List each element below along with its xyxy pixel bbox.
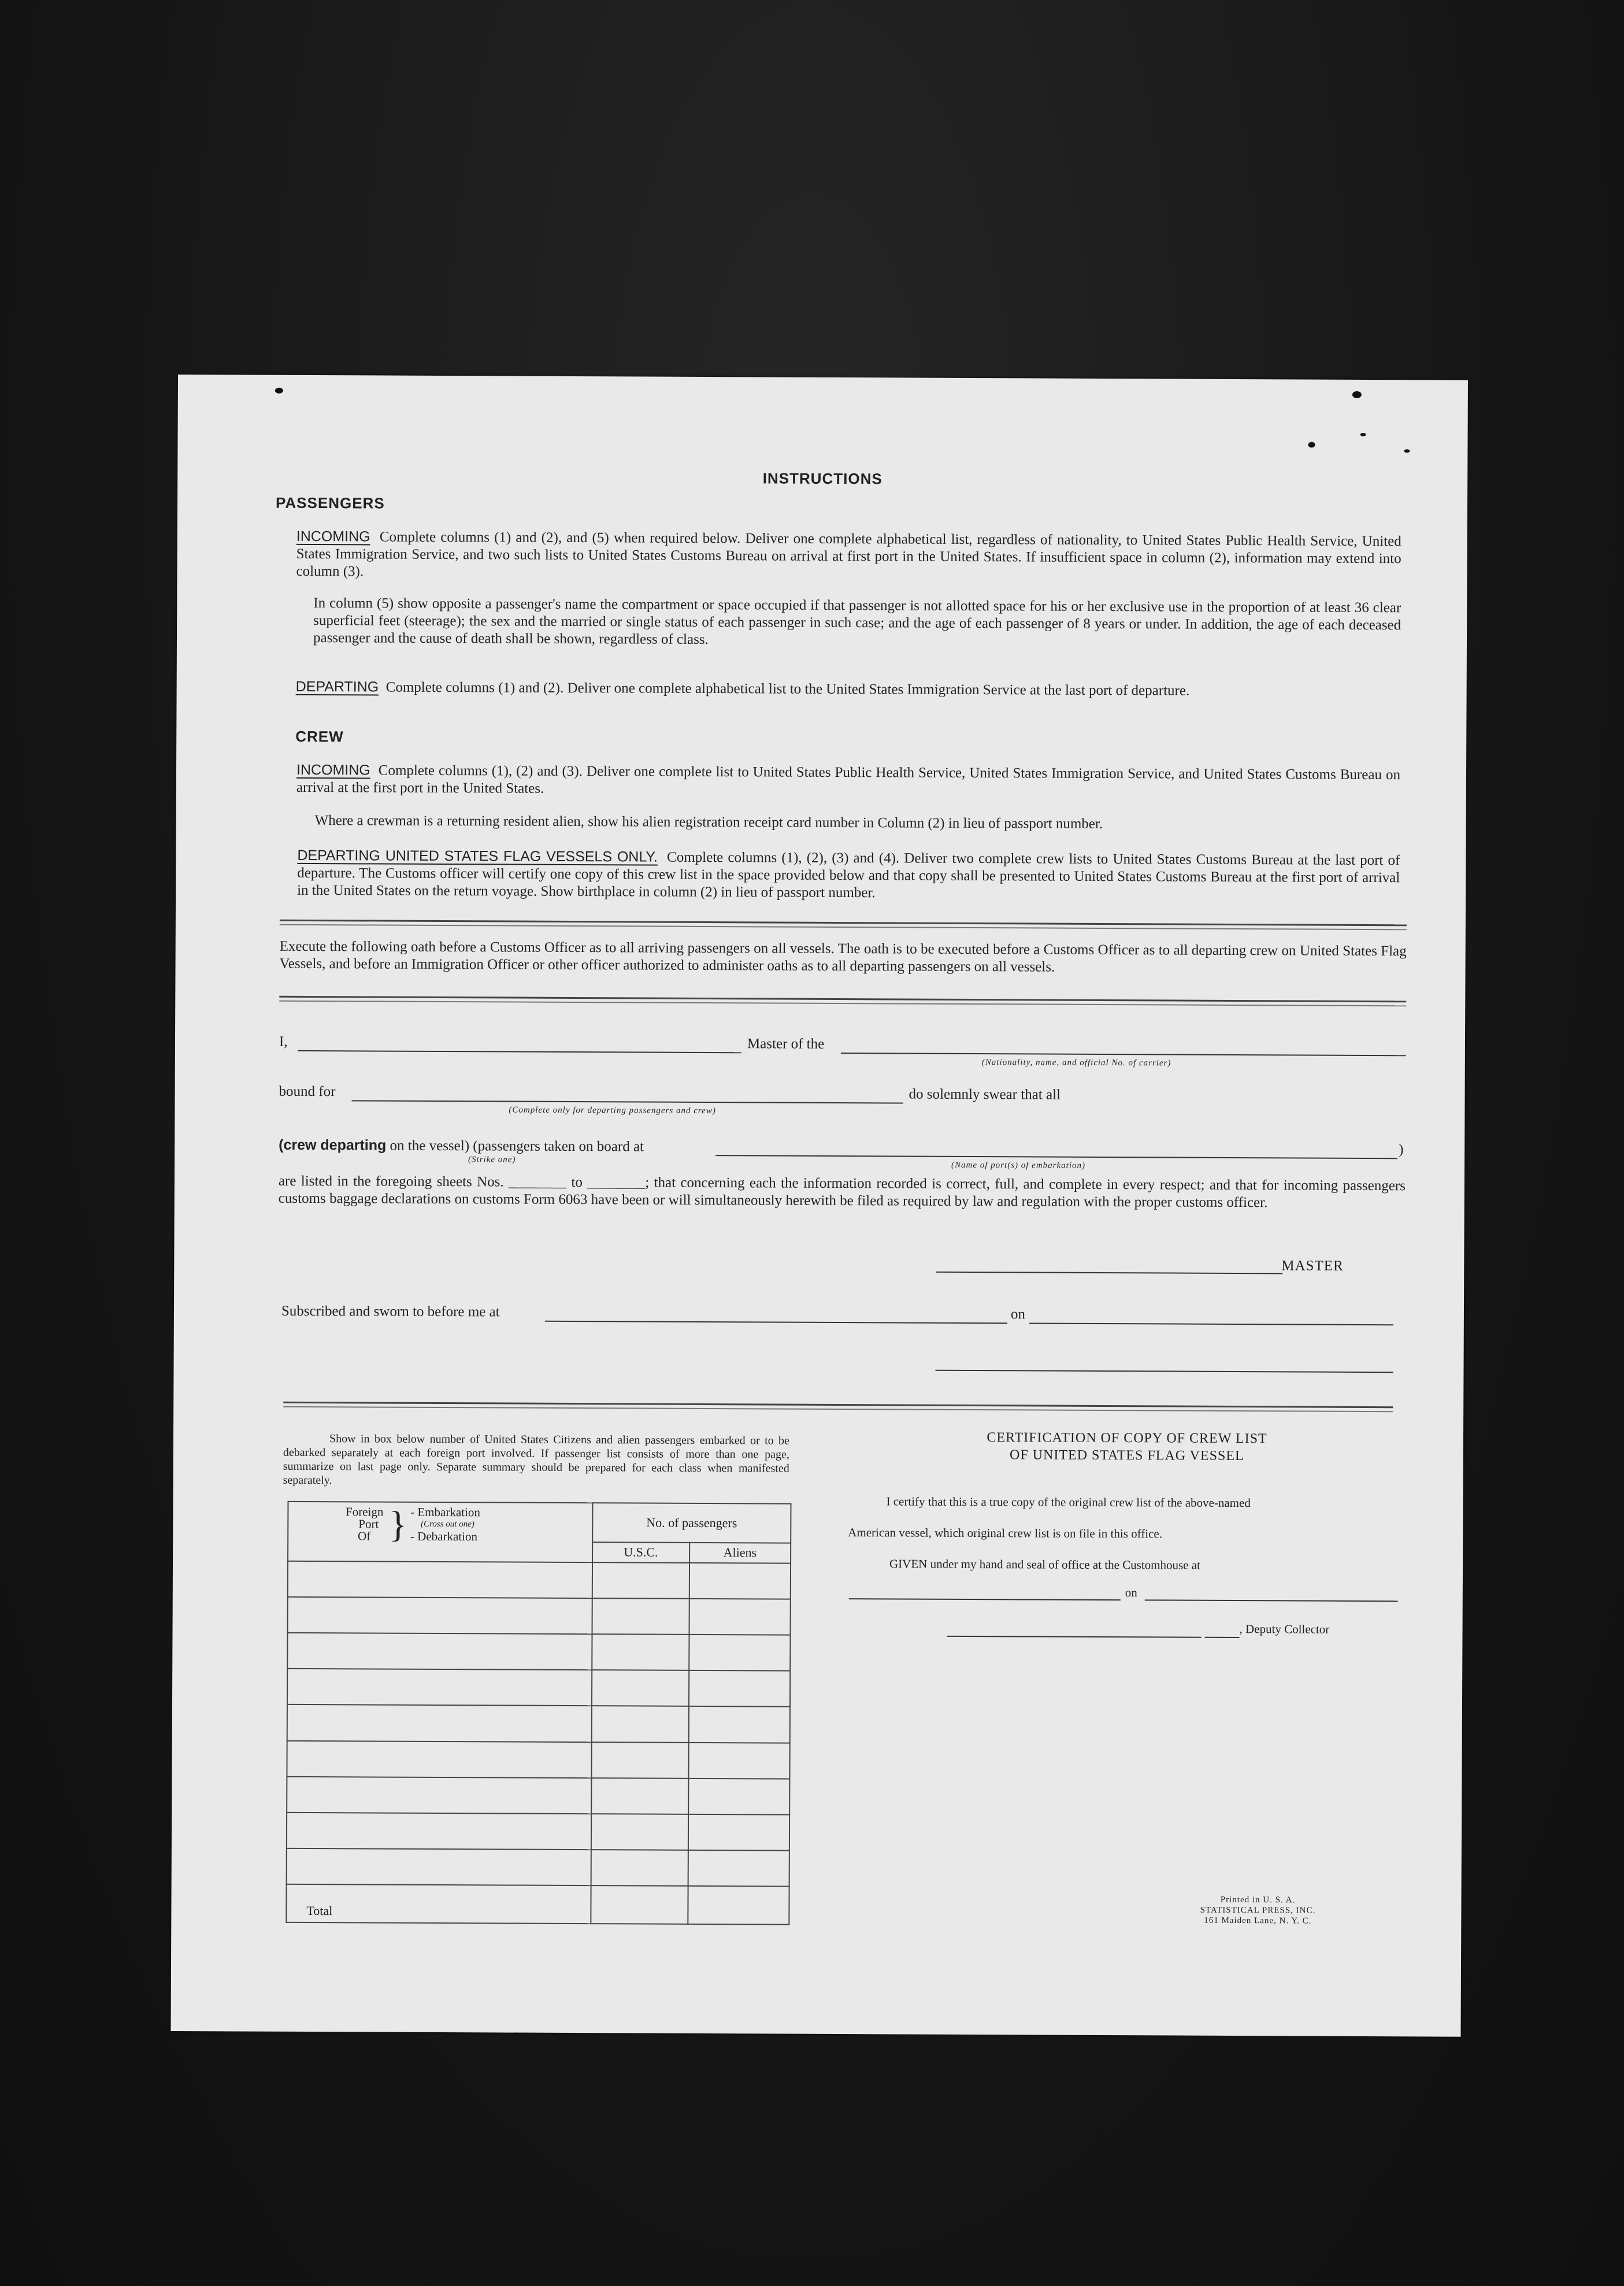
printer-line1: Printed in U. S. A.: [1220, 1895, 1296, 1905]
cert-date-field[interactable]: [1145, 1599, 1398, 1602]
passengers-departing-paragraph: [296, 678, 1401, 701]
port-cell[interactable]: [287, 1669, 592, 1706]
aliens-cell[interactable]: [688, 1670, 790, 1707]
passengers-incoming-paragraph: [296, 528, 1401, 585]
ink-speck: [1404, 449, 1410, 453]
cross-out-caption: (Cross out one): [421, 1519, 474, 1529]
on-label: on: [1010, 1306, 1025, 1322]
table-row: [287, 1813, 789, 1851]
port-cell[interactable]: [287, 1740, 591, 1778]
embarkation-option[interactable]: - Embarkation: [410, 1505, 480, 1520]
certification-title-line1: CERTIFICATION OF COPY OF CREW LIST: [987, 1430, 1267, 1447]
on-vessel-label: on the vessel): [390, 1138, 470, 1154]
passengers-taken-option[interactable]: (passengers taken on board at: [473, 1138, 644, 1155]
master-name-field[interactable]: [298, 1050, 741, 1053]
embarkation-port-field[interactable]: [715, 1155, 1397, 1159]
total-label: Total: [286, 1884, 591, 1924]
incoming-text: Complete columns (1) and (2), and (5) when required below. Deliver one complete alphabetical list, regardless of nationality, to United States Public Health Service, United States Immigration Service, and two such lists to United States Customs Bureau on arrival at first port in the United States. If insufficient space in column (2), information may extend into column (3).: [296, 529, 1401, 580]
bound-for-label: bound for: [279, 1083, 336, 1100]
certify-line1: I certify that this is a true copy of the original crew list of the above-named: [886, 1494, 1251, 1510]
aliens-cell[interactable]: [688, 1742, 790, 1779]
port-cell[interactable]: [287, 1848, 591, 1886]
printer-line2: STATISTICAL PRESS, INC.: [1200, 1905, 1316, 1916]
usc-total-cell[interactable]: [591, 1886, 688, 1924]
passengers-heading: PASSENGERS: [275, 494, 385, 512]
crew-departing-label: DEPARTING UNITED STATES FLAG VESSELS ONLY.: [297, 847, 658, 865]
form-page: [170, 375, 1467, 2037]
aliens-cell[interactable]: [688, 1706, 790, 1743]
usc-header: U.S.C.: [592, 1542, 689, 1563]
embarkation-caption: (Name of port(s) of embarkation): [951, 1160, 1086, 1170]
aliens-cell[interactable]: [688, 1779, 790, 1815]
aliens-cell[interactable]: [688, 1850, 789, 1887]
deputy-collector-label: , Deputy Collector: [1239, 1622, 1330, 1636]
instructions-title: INSTRUCTIONS: [762, 469, 883, 488]
table-row: [287, 1740, 789, 1779]
table-row: [288, 1597, 791, 1635]
listed-paragraph: are listed in the foregoing sheets Nos. ________ to ________; that concerning each the information recorded is correct, full, and complete in every respect; and that for incoming passengers customs baggage declarations on customs Form 6063 have been or will simultaneously herewith be filed as required by law and regulation with the proper customs officer.: [278, 1173, 1406, 1211]
table-row: [287, 1705, 790, 1743]
incoming-label: INCOMING: [296, 528, 370, 545]
usc-cell[interactable]: [591, 1814, 688, 1850]
aliens-cell[interactable]: [689, 1562, 791, 1599]
no-of-passengers-header: No. of passengers: [592, 1503, 791, 1543]
table-row: [287, 1633, 790, 1671]
aliens-cell[interactable]: [688, 1814, 789, 1851]
divider: [283, 1402, 1393, 1412]
crew-heading: CREW: [295, 727, 344, 746]
departing-label: DEPARTING: [295, 678, 379, 695]
bound-for-caption: (Complete only for departing passengers and crew): [509, 1105, 716, 1116]
crew-departing-text: Complete columns (1), (2), (3) and (4). Deliver two complete crew lists to United States Customs Bureau at the last port of departure. The Customs officer will certify one copy of this crew list in the space provided below and that copy shall be presented to United States Customs Bureau at the first port of arrival in the United States on the return voyage. Show birthplace in column (2) in lieu of passport number.: [297, 849, 1400, 901]
port-cell[interactable]: [287, 1633, 592, 1670]
port-cell[interactable]: [287, 1705, 592, 1742]
certify-line2: American vessel, which original crew list is on file in this office.: [848, 1525, 1163, 1541]
aliens-header: Aliens: [689, 1543, 791, 1563]
port-cell[interactable]: [288, 1561, 592, 1598]
usc-cell[interactable]: [591, 1742, 688, 1779]
certification-title-line2: OF UNITED STATES FLAG VESSEL: [1009, 1447, 1244, 1464]
collector-signature-field[interactable]: [947, 1636, 1201, 1638]
ink-speck: [1352, 391, 1362, 398]
foreign-label: Foreign: [346, 1505, 384, 1519]
collector-signature-field-end[interactable]: [1204, 1637, 1239, 1638]
master-signature-field[interactable]: [936, 1272, 1282, 1274]
table-row: [287, 1777, 789, 1815]
customhouse-field[interactable]: [849, 1598, 1121, 1600]
usc-cell[interactable]: [592, 1598, 689, 1635]
certification-title: [838, 1428, 1416, 1465]
crew-departing-option[interactable]: (crew departing: [279, 1136, 387, 1154]
strike-caption: (Strike one): [468, 1155, 516, 1165]
port-cell[interactable]: [287, 1813, 591, 1850]
table-row: [287, 1848, 789, 1887]
aliens-cell[interactable]: [689, 1599, 791, 1635]
carrier-caption: (Nationality, name, and official No. of carrier): [981, 1058, 1171, 1068]
table-row: [288, 1561, 791, 1599]
printer-imprint: [1125, 1894, 1391, 1926]
sworn-date-field[interactable]: [1029, 1322, 1393, 1325]
crew-alien-paragraph: Where a crewman is a returning resident alien, show his alien registration receipt card number in Column (2) in lieu of passport number.: [314, 813, 1103, 832]
sworn-place-field[interactable]: [545, 1321, 1007, 1324]
carrier-field[interactable]: [841, 1053, 1406, 1056]
close-paren: ): [1399, 1142, 1404, 1158]
bound-for-field[interactable]: [352, 1100, 903, 1103]
debarkation-option[interactable]: - Debarkation: [410, 1529, 478, 1544]
total-row: [286, 1884, 789, 1924]
crew-departing-paragraph: [297, 847, 1400, 904]
divider: [280, 920, 1407, 931]
port-cell[interactable]: [288, 1597, 592, 1635]
ink-speck: [1308, 442, 1315, 448]
usc-cell[interactable]: [592, 1634, 689, 1670]
departing-text: Complete columns (1) and (2). Deliver one complete alphabetical list to the United States Immigration Service at the last port of departure.: [385, 679, 1190, 699]
usc-cell[interactable]: [592, 1706, 689, 1743]
of-label: Of: [358, 1529, 371, 1543]
aliens-cell[interactable]: [689, 1635, 791, 1671]
column5-paragraph: In column (5) show opposite a passenger's name the compartment or space occupied if that passenger is not allotted space for his or her exclusive use in the proportion of at least 36 clear superficial feet (steerage); the sex and the married or single status of each passenger in such case; and the age of each passenger of 8 years or under. In addition, the age of each deceased passenger and the cause of death shall be shown, regardless of class.: [313, 595, 1401, 648]
ink-speck: [275, 388, 283, 394]
summary-instructions: Show in box below number of United States Citizens and alien passengers embarked or to be debarked separately at each foreign port involved. If passenger list consists of more than one page, summarize on last page only. Separate summary should be prepared for each class when manifested separately.: [283, 1432, 790, 1487]
officer-signature-field[interactable]: [935, 1370, 1393, 1373]
usc-cell[interactable]: [592, 1670, 689, 1706]
port-cell[interactable]: [287, 1777, 591, 1814]
oath-intro: Execute the following oath before a Customs Officer as to all arriving passengers on all vessels. The oath is to be executed before a Customs Officer as to all departing crew on United States Flag Vessels, and before an Immigration Officer or other officer authorized to administer oaths as to all departing passengers on all vessels.: [279, 938, 1407, 975]
swear-label: do solemnly swear that all: [909, 1086, 1061, 1103]
crew-incoming-label: INCOMING: [296, 761, 370, 779]
printer-line3: 161 Maiden Lane, N. Y. C.: [1204, 1916, 1312, 1926]
usc-cell[interactable]: [591, 1850, 688, 1886]
master-label: MASTER: [1281, 1258, 1344, 1274]
table-row: [287, 1669, 790, 1707]
given-line: GIVEN under my hand and seal of office at the Customhouse at: [889, 1557, 1200, 1572]
aliens-total-cell[interactable]: [688, 1886, 789, 1924]
i-label: I,: [279, 1033, 288, 1050]
crew-incoming-paragraph: [296, 761, 1400, 801]
crew-incoming-text: Complete columns (1), (2) and (3). Deliver one complete list to United States Public Health Service, United States Immigration Service, and United States Customs Bureau on arrival at the first port in the United States.: [296, 762, 1401, 796]
brace: }: [389, 1503, 407, 1545]
cert-on-label: on: [1125, 1585, 1137, 1600]
port-label: Port: [358, 1517, 379, 1531]
usc-cell[interactable]: [592, 1562, 689, 1599]
foreign-port-header: [288, 1502, 592, 1562]
vessel-line: [279, 1137, 644, 1155]
master-of-the-label: Master of the: [747, 1036, 825, 1052]
passenger-summary-table: [286, 1501, 791, 1925]
ink-speck: [1360, 433, 1366, 436]
usc-cell[interactable]: [591, 1778, 688, 1814]
subscribed-label: Subscribed and sworn to before me at: [281, 1303, 500, 1320]
divider: [279, 996, 1406, 1007]
